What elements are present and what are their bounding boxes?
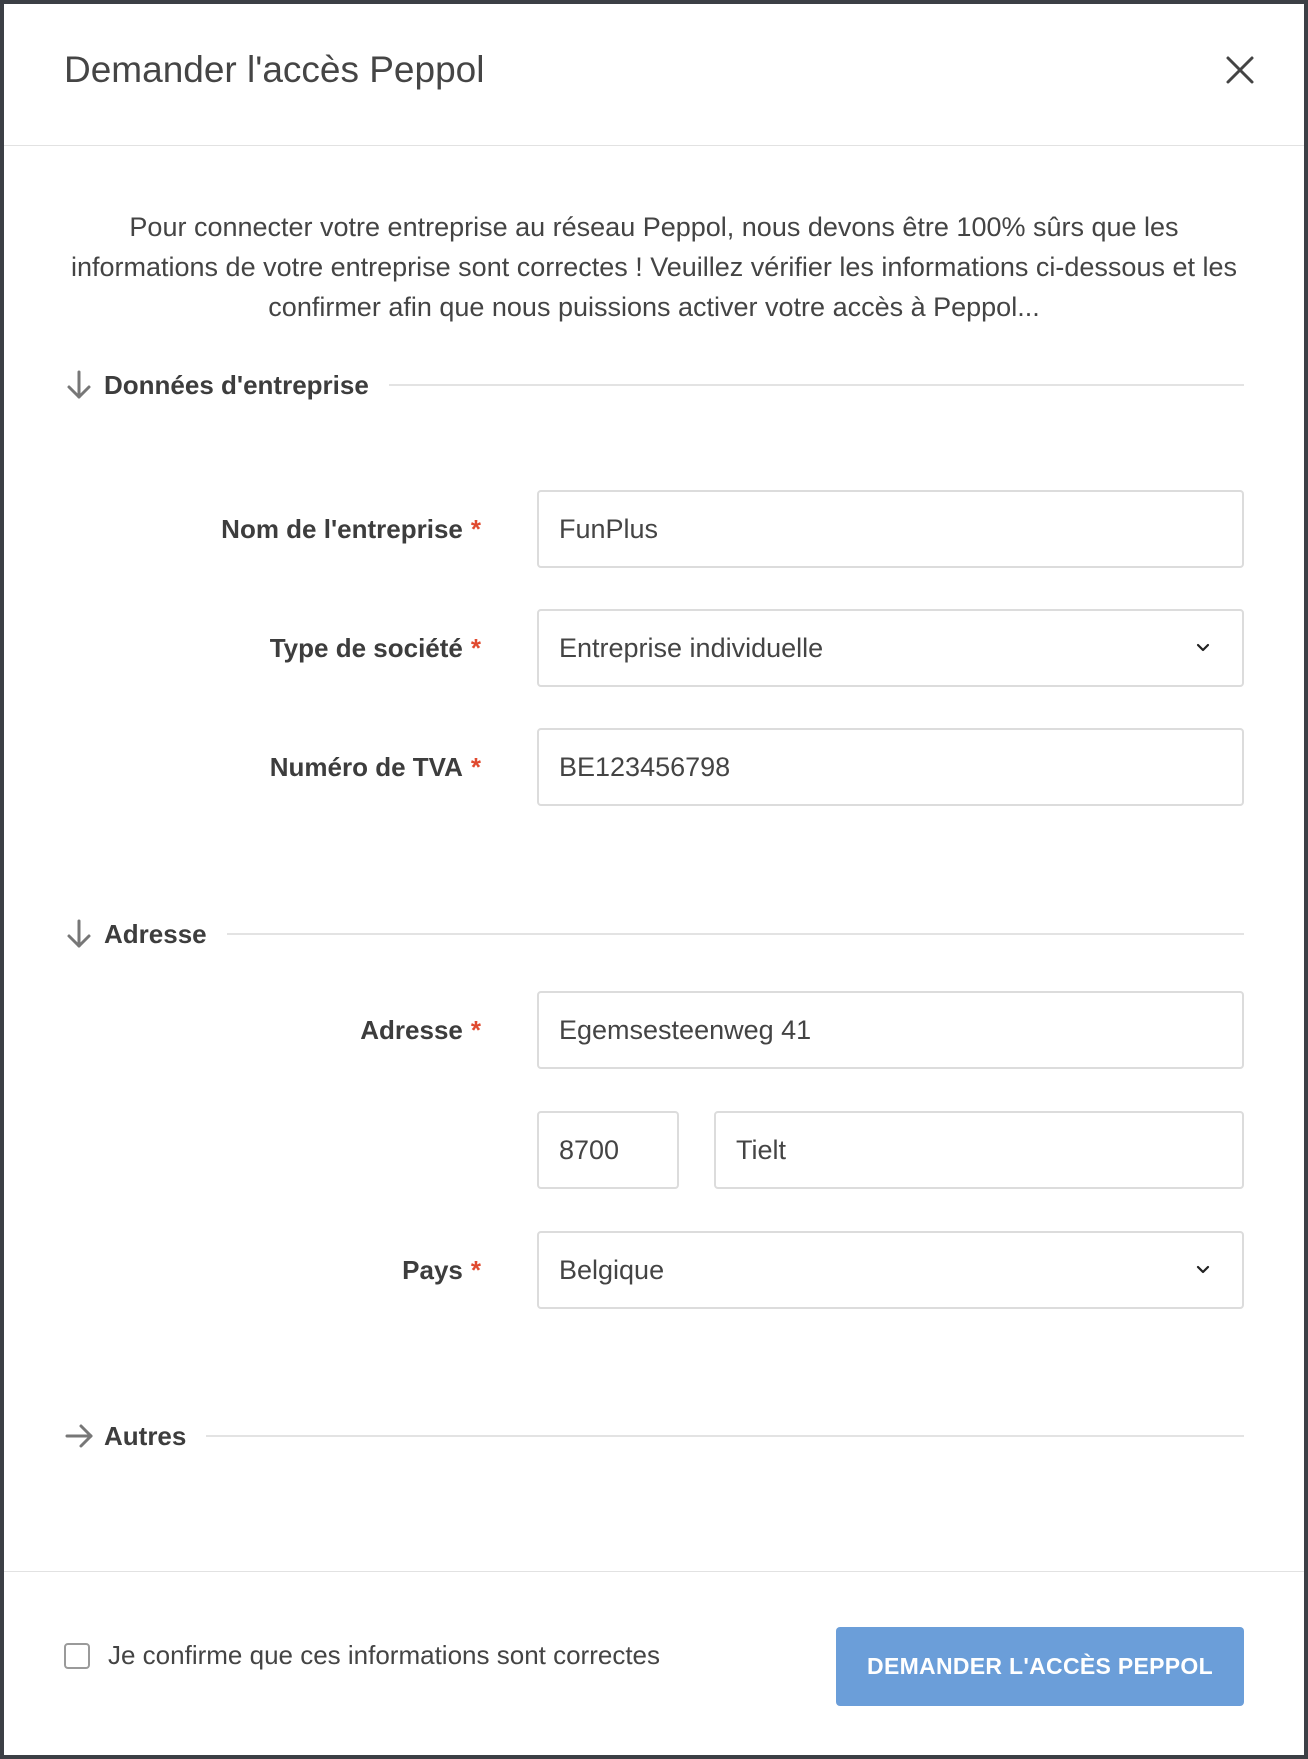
section-others[interactable] bbox=[64, 1416, 1244, 1456]
required-mark: * bbox=[470, 514, 481, 544]
close-icon[interactable] bbox=[1220, 50, 1260, 90]
section-address[interactable] bbox=[64, 914, 1244, 954]
section-others-title: Autres bbox=[104, 1420, 187, 1451]
arrow-down-icon bbox=[64, 368, 94, 402]
section-company-data[interactable] bbox=[64, 365, 1244, 405]
confirm-label[interactable]: Je confirme que ces informations sont correctes bbox=[108, 1640, 661, 1670]
peppol-access-modal bbox=[4, 4, 1304, 1755]
company-type-select[interactable] bbox=[537, 609, 1244, 687]
company-name-input[interactable]: FunPlus bbox=[537, 490, 1244, 568]
modal-footer bbox=[4, 1571, 1304, 1756]
required-mark: * bbox=[470, 752, 481, 782]
city-input[interactable]: Tielt bbox=[714, 1111, 1244, 1189]
company-type-value: Entreprise individuelle bbox=[559, 633, 824, 663]
section-divider bbox=[206, 1435, 1244, 1437]
chevron-down-icon bbox=[1194, 639, 1212, 657]
required-mark: * bbox=[470, 1255, 481, 1285]
country-value: Belgique bbox=[559, 1255, 665, 1285]
arrow-right-icon bbox=[64, 1419, 94, 1453]
close-button[interactable] bbox=[1220, 50, 1260, 90]
modal-header bbox=[4, 4, 1304, 146]
company-type-label: Type de société * bbox=[269, 633, 481, 663]
modal-title: Demander l'accès Peppol bbox=[64, 49, 485, 90]
section-address-title: Adresse bbox=[104, 918, 207, 949]
section-company-data-title: Données d'entreprise bbox=[104, 369, 369, 400]
company-name-label: Nom de l'entreprise * bbox=[221, 514, 481, 544]
required-mark: * bbox=[470, 1015, 481, 1045]
street-label: Adresse * bbox=[360, 1015, 481, 1045]
country-label: Pays * bbox=[402, 1255, 481, 1285]
confirm-checkbox[interactable] bbox=[64, 1643, 90, 1669]
required-mark: * bbox=[470, 633, 481, 663]
street-input[interactable]: Egemsesteenweg 41 bbox=[537, 991, 1244, 1069]
confirm-checkbox-wrapper[interactable] bbox=[64, 1640, 660, 1671]
country-select[interactable] bbox=[537, 1231, 1244, 1309]
section-divider bbox=[227, 933, 1244, 935]
request-peppol-access-button[interactable]: DEMANDER L'ACCÈS PEPPOL bbox=[836, 1627, 1244, 1706]
section-divider bbox=[389, 384, 1244, 386]
vat-number-input[interactable]: BE123456798 bbox=[537, 728, 1244, 806]
chevron-down-icon bbox=[1194, 1261, 1212, 1279]
postal-code-input[interactable]: 8700 bbox=[537, 1111, 679, 1189]
vat-number-label: Numéro de TVA * bbox=[269, 752, 481, 782]
intro-text: Pour connecter votre entreprise au réseau Peppol, nous devons être 100% sûrs que les informations de votre entreprise sont correctes ! Veuillez vérifier les informations ci-dessous et les confirmer afin que nous puissions activer votre accès à Peppol... bbox=[70, 212, 1237, 322]
arrow-down-icon bbox=[64, 917, 94, 951]
